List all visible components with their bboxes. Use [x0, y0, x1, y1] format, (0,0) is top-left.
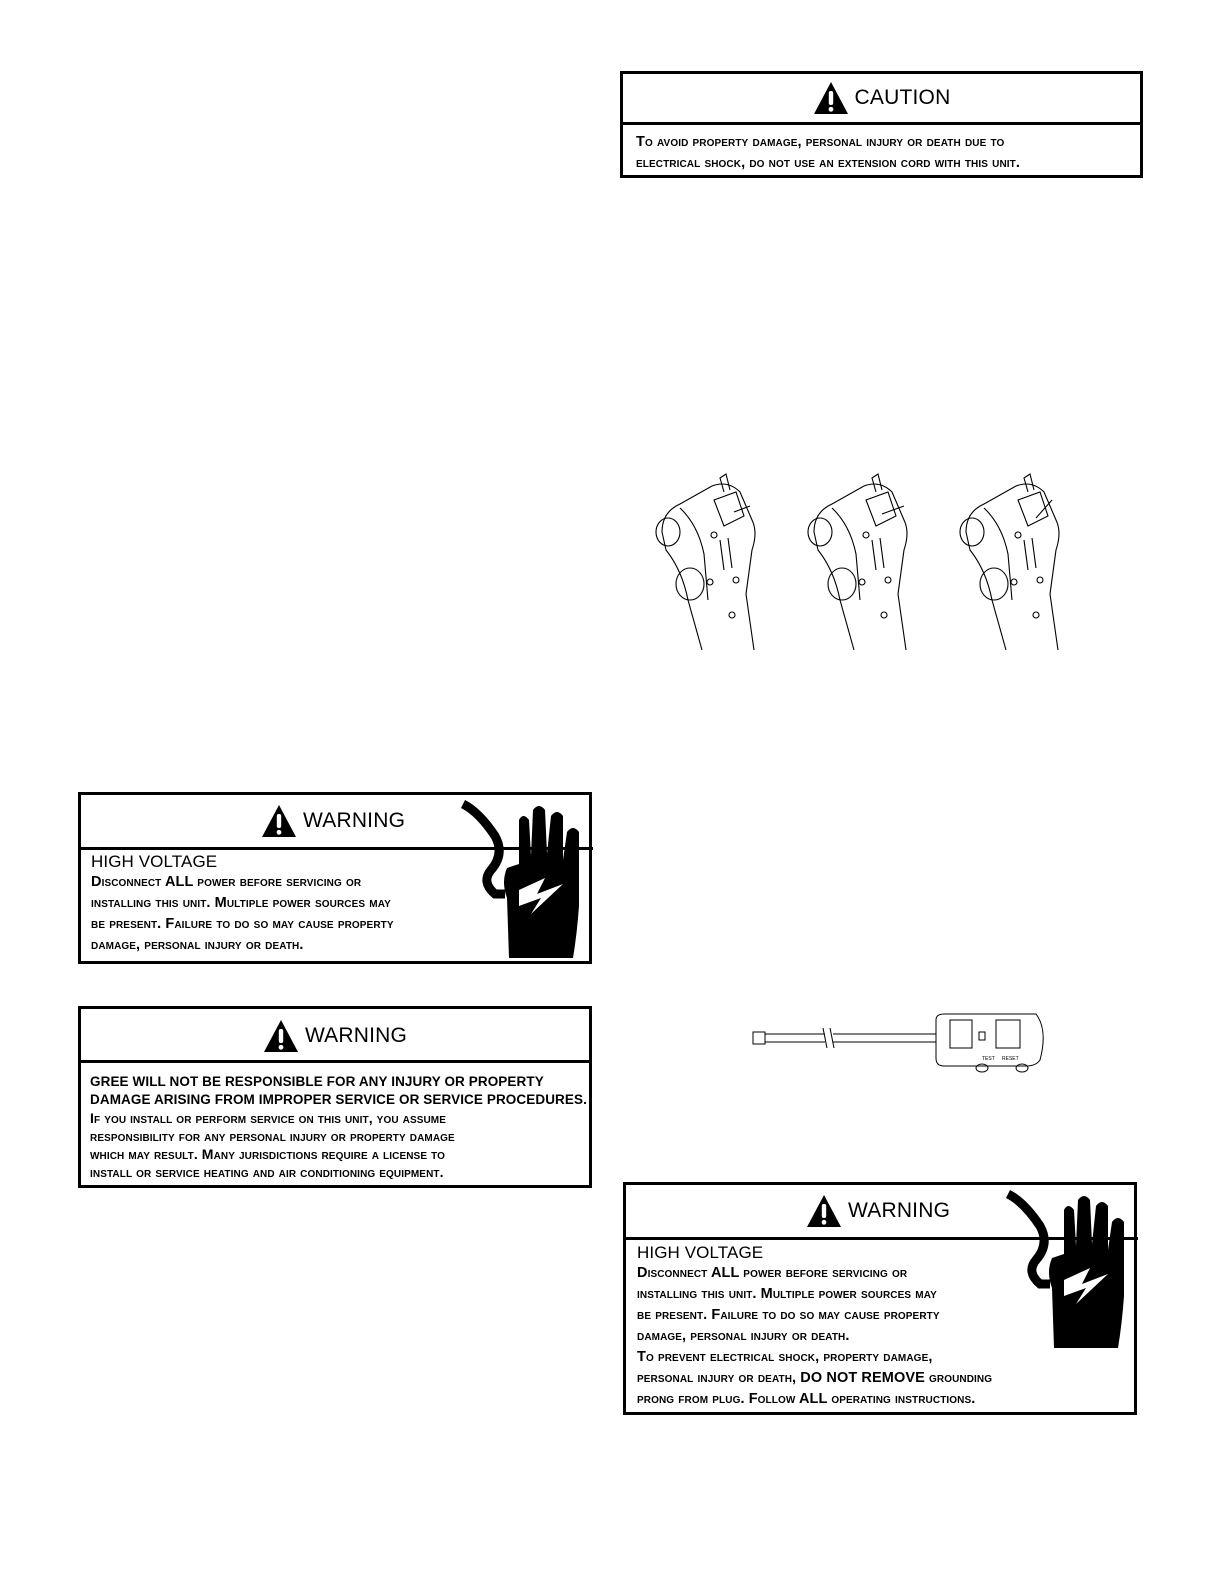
- warning-line: which may result. Many jurisdictions require a license to: [90, 1146, 445, 1162]
- power-cord-device-illustration: [750, 1008, 1050, 1078]
- warning-line: responsibility for any personal injury or property damage: [90, 1128, 455, 1144]
- warning-divider: [81, 1060, 589, 1063]
- warning-line: DAMAGE ARISING FROM IMPROPER SERVICE OR SERVICE PROCEDURES.: [90, 1092, 587, 1107]
- warning-text: [90, 1073, 587, 1181]
- high-voltage-label: HIGH VOLTAGE: [637, 1243, 764, 1262]
- plug-figure-2: [808, 474, 907, 650]
- caution-header: [623, 74, 1140, 122]
- warning-line: be present. Failure to do so may cause property: [637, 1307, 940, 1323]
- caution-box: [620, 71, 1143, 178]
- warning-header: [261, 795, 405, 847]
- plug-figure-1: [656, 474, 755, 650]
- warning-line: damage, personal injury or death.: [91, 937, 304, 953]
- warning-title: WARNING: [304, 1024, 408, 1047]
- caution-line: electrical shock, do not use an extension cord with this unit.: [636, 155, 1020, 171]
- alert-triangle-icon: [806, 1194, 842, 1228]
- electric-shock-hand-icon: [461, 798, 591, 963]
- warning-line: installing this unit. Multiple power sources may: [637, 1286, 937, 1302]
- alert-triangle-icon: [261, 804, 297, 838]
- warning-line: damage, personal injury or death.: [637, 1328, 850, 1344]
- warning-line: Disconnect ALL power before servicing or: [91, 874, 362, 890]
- warning-line: be present. Failure to do so may cause property: [91, 916, 394, 932]
- high-voltage-label: HIGH VOLTAGE: [91, 852, 218, 871]
- warning-line: personal injury or death, DO NOT REMOVE grounding: [637, 1370, 993, 1386]
- caution-divider: [623, 122, 1140, 125]
- alert-triangle-icon: [263, 1019, 299, 1053]
- warning-responsibility: [78, 1006, 592, 1188]
- warning-text: [91, 852, 394, 956]
- warning-line: prong from plug. Follow ALL operating instructions.: [637, 1391, 976, 1407]
- warning-header: [806, 1185, 950, 1237]
- plug-figure-3: [960, 474, 1059, 650]
- caution-line: To avoid property damage, personal injury or death due to: [636, 134, 1005, 150]
- warning-line: To prevent electrical shock, property damage,: [637, 1349, 933, 1365]
- test-label: TEST: [982, 1056, 995, 1062]
- warning-line: Disconnect ALL power before servicing or: [637, 1265, 908, 1281]
- warning-line: installing this unit. Multiple power sources may: [91, 895, 391, 911]
- warning-line: install or service heating and air conditioning equipment.: [90, 1164, 444, 1180]
- warning-line: GREE WILL NOT BE RESPONSIBLE FOR ANY INJURY OR PROPERTY: [90, 1074, 544, 1089]
- caution-text: [636, 132, 1020, 174]
- alert-triangle-icon: [813, 81, 849, 115]
- reset-label: RESET: [1002, 1056, 1019, 1062]
- caution-title: CAUTION: [854, 86, 951, 109]
- warning-title: WARNING: [848, 1199, 951, 1222]
- warning-title: WARNING: [303, 809, 406, 832]
- electric-shock-hand-icon: [1006, 1188, 1136, 1353]
- power-plugs-illustration: [640, 470, 1110, 670]
- warning-text: [637, 1243, 992, 1410]
- warning-line: If you install or perform service on this unit, you assume: [90, 1110, 447, 1126]
- warning-header: [81, 1009, 589, 1063]
- warning-high-voltage-left: [78, 792, 592, 964]
- warning-high-voltage-right: [623, 1182, 1137, 1415]
